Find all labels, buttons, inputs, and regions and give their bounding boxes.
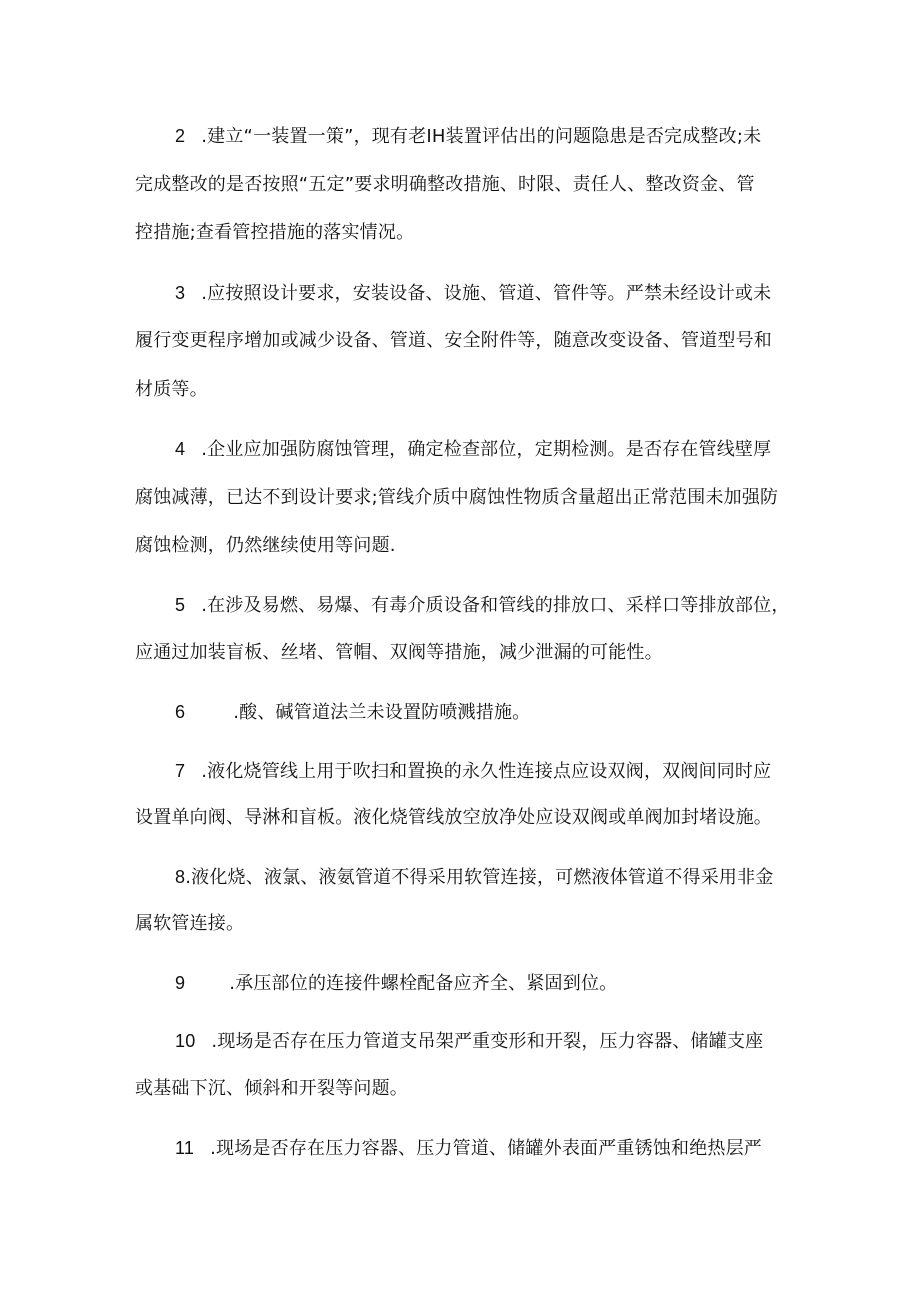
paragraph-10-line-1: [175, 1029, 795, 1054]
paragraph-number: 8: [175, 867, 186, 887]
paragraph-5-line-1: [175, 593, 795, 618]
paragraph-text: 控措施;查看管控措施的落实情况。: [135, 222, 415, 243]
paragraph-text: 腐蚀减薄，已达不到设计要求;管线介质中腐蚀性物质含量超出正常范围未加强防: [135, 487, 779, 508]
paragraph-text: .酸、碱管道法兰未设置防喷溅措施。: [233, 702, 531, 723]
paragraph-text: .液化烧、液氯、液氨管道不得采用软管连接，可燃液体管道不得采用非金: [185, 867, 774, 888]
paragraph-2-line-3: [135, 221, 795, 245]
paragraph-text: 材质等。: [135, 379, 208, 400]
paragraph-3-line-2: [135, 329, 795, 353]
paragraph-text: 履行变更程序增加或减少设备、管道、安全附件等，随意改变设备、管道型号和: [135, 330, 772, 351]
paragraph-2-line-1: [175, 124, 795, 149]
paragraph-text: .应按照设计要求，安装设备、设施、管道、管件等。严禁未经设计或未: [201, 283, 772, 304]
paragraph-text: .液化烧管线上用于吹扫和置换的永久性连接点应设双阀，双阀间同时应: [201, 761, 772, 782]
paragraph-8-line-1: [175, 865, 795, 890]
paragraph-number: 11: [175, 1138, 195, 1158]
paragraph-9-line-1: [175, 971, 795, 996]
paragraph-number: 7: [175, 761, 186, 781]
paragraph-text: 腐蚀检测，仍然继续使用等问题.: [135, 535, 396, 556]
paragraph-number: 4: [175, 439, 186, 459]
paragraph-text: .承压部位的连接件螺栓配备应齐全、紧固到位。: [229, 973, 618, 994]
paragraph-number: 10: [175, 1031, 196, 1051]
paragraph-text: .建立“一装置一策”，现有老IH装置评估出的问题隐患是否完成整改;未: [201, 126, 762, 147]
paragraph-text: .现场是否存在压力容器、压力管道、储罐外表面严重锈蚀和绝热层严: [210, 1138, 763, 1159]
paragraph-4-line-2: [135, 486, 795, 510]
paragraph-3-line-3: [135, 378, 795, 402]
paragraph-text: 应通过加装盲板、丝堵、管帽、双阀等措施，减少泄漏的可能性。: [135, 642, 663, 663]
paragraph-10-line-2: [135, 1077, 795, 1101]
paragraph-text: .企业应加强防腐蚀管理，确定检查部位，定期检测。是否存在管线壁厚: [201, 439, 772, 460]
paragraph-text: 属软管连接。: [135, 913, 245, 934]
paragraph-number: 6: [175, 702, 186, 722]
paragraph-text: .在涉及易燃、易爆、有毒介质设备和管线的排放口、采样口等排放部位，: [201, 595, 790, 616]
paragraph-text: 完成整改的是否按照“五定”要求明确整改措施、时限、责任人、整改资金、管: [135, 174, 755, 195]
paragraph-number: 5: [175, 595, 186, 615]
paragraph-7-line-1: [175, 759, 795, 784]
paragraph-text: 或基础下沉、倾斜和开裂等问题。: [135, 1078, 408, 1099]
paragraph-2-line-2: [135, 173, 795, 197]
paragraph-4-line-1: [175, 437, 795, 462]
paragraph-number: 9: [175, 973, 186, 993]
paragraph-5-line-2: [135, 641, 795, 665]
paragraph-7-line-2: [135, 806, 795, 830]
paragraph-3-line-1: [175, 281, 795, 306]
paragraph-number: 2: [175, 126, 186, 146]
paragraph-11-line-1: [175, 1136, 795, 1161]
paragraph-8-line-2: [135, 912, 795, 936]
paragraph-number: 3: [175, 283, 186, 303]
paragraph-text: 设置单向阀、导淋和盲板。液化烧管线放空放净处应设双阀或单阀加封堵设施。: [135, 807, 772, 828]
paragraph-4-line-3: [135, 534, 795, 558]
paragraph-text: .现场是否存在压力管道支吊架严重变形和开裂，压力容器、储罐支座: [211, 1031, 764, 1052]
paragraph-6-line-1: [175, 700, 795, 725]
